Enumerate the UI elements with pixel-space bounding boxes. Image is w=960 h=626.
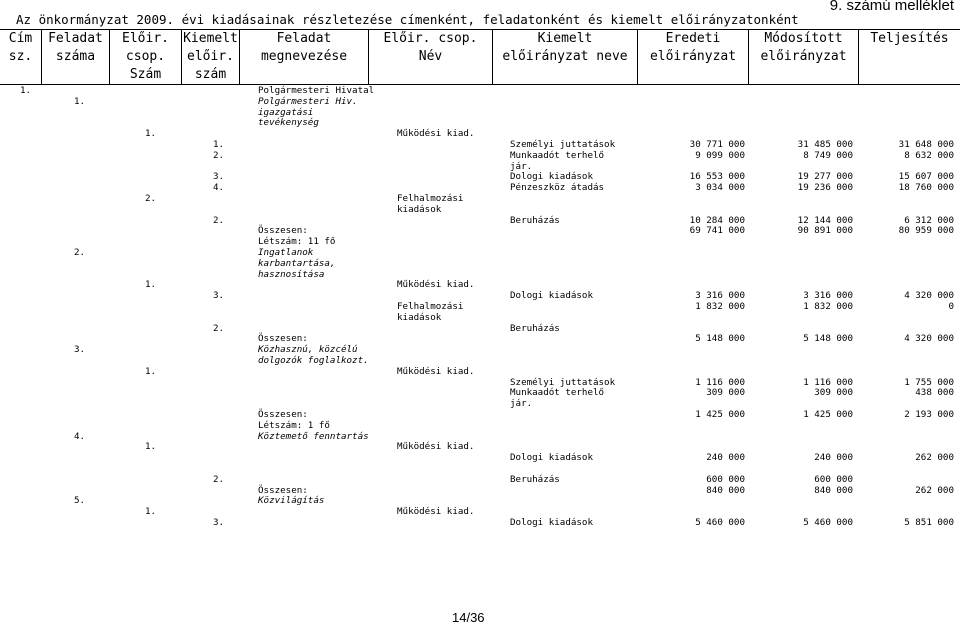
cell-v2: 90 891 000 — [797, 225, 853, 237]
cell-c7: Dologi kiadások — [510, 171, 593, 183]
cell-v1: 600 000 — [706, 473, 745, 485]
cell-v1: 309 000 — [706, 387, 745, 399]
cell-c4: 3. — [213, 290, 225, 302]
cell-v1: 16 553 000 — [689, 171, 745, 183]
cell-c3: 1. — [145, 365, 157, 377]
document-title: Az önkormányzat 2009. évi kiadásainak részletezése címenként, feladatonként és kiemelt előirányzatonként — [16, 12, 799, 27]
cell-c3: 1. — [145, 441, 157, 453]
table-row — [0, 420, 960, 431]
table-row — [0, 377, 960, 388]
table-header — [0, 30, 960, 84]
table-row — [0, 107, 960, 118]
table-row — [0, 247, 960, 258]
cell-c4: 4. — [213, 182, 225, 194]
cell-c7: Beruházás — [510, 322, 560, 334]
table-row — [0, 171, 960, 182]
header-feladat-szama: Feladat száma — [41, 30, 109, 84]
cell-v3: 6 312 000 — [904, 214, 954, 226]
cell-v2: 19 277 000 — [797, 171, 853, 183]
cell-c7: Dologi kiadások — [510, 290, 593, 302]
cell-c7: Munkaadót terhelő — [510, 149, 605, 161]
cell-v3: 2 193 000 — [904, 409, 954, 420]
cell-v3: 438 000 — [915, 387, 954, 399]
cell-c4: 3. — [213, 517, 225, 528]
cell-c5: Ingatlanok — [258, 247, 314, 258]
cell-v3: 31 648 000 — [898, 139, 954, 150]
table-row — [0, 517, 960, 528]
cell-c4: 2. — [213, 214, 225, 226]
cell-v3: 15 607 000 — [898, 171, 954, 183]
cell-c2: 3. — [74, 344, 86, 356]
table-row — [0, 96, 960, 107]
table-row — [0, 290, 960, 301]
cell-v2: 1 425 000 — [803, 409, 853, 420]
table-row — [0, 128, 960, 139]
table-row — [0, 355, 960, 366]
table-row — [0, 182, 960, 193]
table-row — [0, 225, 960, 236]
cell-v2: 5 460 000 — [803, 517, 853, 528]
cell-v1: 1 832 000 — [695, 301, 745, 312]
header-kiemelt-eloir-szam: Kiemelt előir. szám — [181, 30, 239, 84]
cell-v1: 1 116 000 — [695, 376, 745, 388]
cell-v3: 4 320 000 — [904, 290, 954, 302]
cell-c7: Személyi juttatások — [510, 139, 616, 150]
cell-v3: 5 851 000 — [904, 517, 954, 528]
cell-c4: 2. — [213, 322, 225, 334]
cell-v2: 19 236 000 — [797, 182, 853, 194]
header-feladat-megnevezese: Feladat megnevezése — [239, 30, 368, 84]
cell-v3: 18 760 000 — [898, 182, 954, 194]
table-row — [0, 258, 960, 269]
cell-v1: 69 741 000 — [689, 225, 745, 237]
cell-c7: Dologi kiadások — [510, 452, 593, 464]
cell-c1: 1. — [20, 85, 32, 96]
cell-v1: 240 000 — [706, 452, 745, 464]
cell-v2: 5 148 000 — [803, 333, 853, 345]
table-row — [0, 333, 960, 344]
cell-c2: 5. — [74, 495, 86, 507]
table-row — [0, 117, 960, 128]
table-row — [0, 452, 960, 463]
cell-c5: Köztemető fenntartás — [258, 430, 369, 442]
cell-c4: 3. — [213, 171, 225, 183]
cell-v3: 1 755 000 — [904, 376, 954, 388]
cell-c2: 4. — [74, 430, 86, 442]
cell-v1: 5 460 000 — [695, 517, 745, 528]
table-row — [0, 236, 960, 247]
cell-c2: 2. — [74, 247, 86, 258]
cell-c7: Pénzeszköz átadás — [510, 182, 605, 194]
table-row — [0, 139, 960, 150]
cell-v1: 5 148 000 — [695, 333, 745, 345]
header-modositott-eloiranyzat: Módosított előirányzat — [748, 30, 858, 84]
header-kiemelt-eloiranyzat-neve: Kiemelt előirányzat neve — [492, 30, 637, 84]
cell-v1: 1 425 000 — [695, 409, 745, 420]
table-row — [0, 312, 960, 323]
cell-c5: Összesen: — [258, 333, 308, 345]
table-row — [0, 161, 960, 172]
table-row — [0, 441, 960, 452]
table-row — [0, 431, 960, 442]
cell-v2: 840 000 — [814, 484, 853, 496]
table-row — [0, 485, 960, 496]
table-row — [0, 474, 960, 485]
cell-c5: Polgármesteri Hiv. — [258, 95, 358, 107]
cell-c5: tevékenység — [258, 117, 319, 129]
header-teljesites: Teljesítés — [858, 30, 960, 84]
cell-v3: 80 959 000 — [898, 225, 954, 237]
cell-c6: Felhalmozási — [397, 301, 464, 312]
cell-c5: Polgármesteri Hivatal — [258, 85, 375, 96]
cell-v1: 3 316 000 — [695, 290, 745, 302]
cell-c5: Összesen: — [258, 409, 308, 420]
cell-c4: 2. — [213, 149, 225, 161]
table-row — [0, 323, 960, 334]
table-row — [0, 495, 960, 506]
table-row — [0, 398, 960, 409]
table-row — [0, 366, 960, 377]
cell-c7: Munkaadót terhelő — [510, 387, 605, 399]
header-eloir-csop-szam: Előir. csop. Szám — [109, 30, 181, 84]
cell-c4: 2. — [213, 473, 225, 485]
cell-v2: 12 144 000 — [797, 214, 853, 226]
cell-c2: 1. — [74, 95, 86, 107]
cell-c5: dolgozók foglalkozt. — [258, 355, 369, 366]
table-row — [0, 85, 960, 96]
cell-c5: Közvilágítás — [258, 495, 325, 507]
cell-v3: 262 000 — [915, 484, 954, 496]
table-row — [0, 506, 960, 517]
cell-c3: 2. — [145, 193, 157, 204]
table-row — [0, 344, 960, 355]
cell-v2: 1 832 000 — [803, 301, 853, 312]
cell-v2: 31 485 000 — [797, 139, 853, 150]
cell-v1: 840 000 — [706, 484, 745, 496]
table-row — [0, 269, 960, 280]
header-eredeti-eloiranyzat: Eredeti előirányzat — [637, 30, 748, 84]
table-row — [0, 215, 960, 226]
cell-c6: Működési kiad. — [397, 128, 475, 140]
cell-c6: Működési kiad. — [397, 365, 475, 377]
cell-c6: Működési kiad. — [397, 441, 475, 453]
cell-c3: 1. — [145, 279, 157, 291]
cell-c6: kiadások — [397, 203, 442, 215]
cell-c6: kiadások — [397, 311, 442, 323]
table-row — [0, 387, 960, 398]
cell-c3: 1. — [145, 506, 157, 518]
annex-label: 9. számú melléklet — [829, 0, 954, 14]
cell-c5: Közhasznú, közcélú — [258, 344, 358, 356]
cell-v2: 309 000 — [814, 387, 853, 399]
table-row — [0, 193, 960, 204]
cell-c5: karbantartása, — [258, 257, 336, 269]
cell-v3: 4 320 000 — [904, 333, 954, 345]
cell-v2: 240 000 — [814, 452, 853, 464]
cell-c4: 1. — [213, 139, 225, 150]
header-cim: Cím sz. — [8, 31, 33, 64]
cell-v3: 0 — [948, 301, 954, 312]
cell-c3: 1. — [145, 128, 157, 140]
cell-v3: 8 632 000 — [904, 149, 954, 161]
header-top-rule — [0, 29, 960, 30]
cell-c7: Személyi juttatások — [510, 376, 616, 388]
table-row — [0, 150, 960, 161]
cell-v2: 8 749 000 — [803, 149, 853, 161]
cell-c6: Felhalmozási — [397, 193, 464, 204]
table-row — [0, 204, 960, 215]
header-eloir-csop-nev: Előir. csop. Név — [368, 30, 492, 84]
cell-c5: Összesen: — [258, 484, 308, 496]
cell-v2: 3 316 000 — [803, 290, 853, 302]
cell-c7: Dologi kiadások — [510, 517, 593, 528]
cell-v2: 600 000 — [814, 473, 853, 485]
cell-c5: Létszám: 11 fő — [258, 236, 336, 248]
cell-v1: 9 099 000 — [695, 149, 745, 161]
page-number: 14/36 — [452, 610, 485, 625]
cell-v1: 10 284 000 — [689, 214, 745, 226]
cell-c5: hasznosítása — [258, 268, 325, 280]
cell-c5: Összesen: — [258, 225, 308, 237]
cell-c7: Beruházás — [510, 473, 560, 485]
table-row — [0, 301, 960, 312]
cell-c7: jár. — [510, 160, 533, 172]
cell-v2: 1 116 000 — [803, 376, 853, 388]
table-row — [0, 463, 960, 474]
cell-v1: 30 771 000 — [689, 139, 745, 150]
cell-c6: Működési kiad. — [397, 506, 475, 518]
cell-c5: igazgatási — [258, 106, 314, 118]
cell-c5: Létszám: 1 fő — [258, 419, 330, 431]
table-row — [0, 279, 960, 290]
cell-c6: Működési kiad. — [397, 279, 475, 291]
cell-c7: jár. — [510, 398, 533, 410]
table-row — [0, 409, 960, 420]
cell-c7: Beruházás — [510, 214, 560, 226]
cell-v3: 262 000 — [915, 452, 954, 464]
cell-v1: 3 034 000 — [695, 182, 745, 194]
